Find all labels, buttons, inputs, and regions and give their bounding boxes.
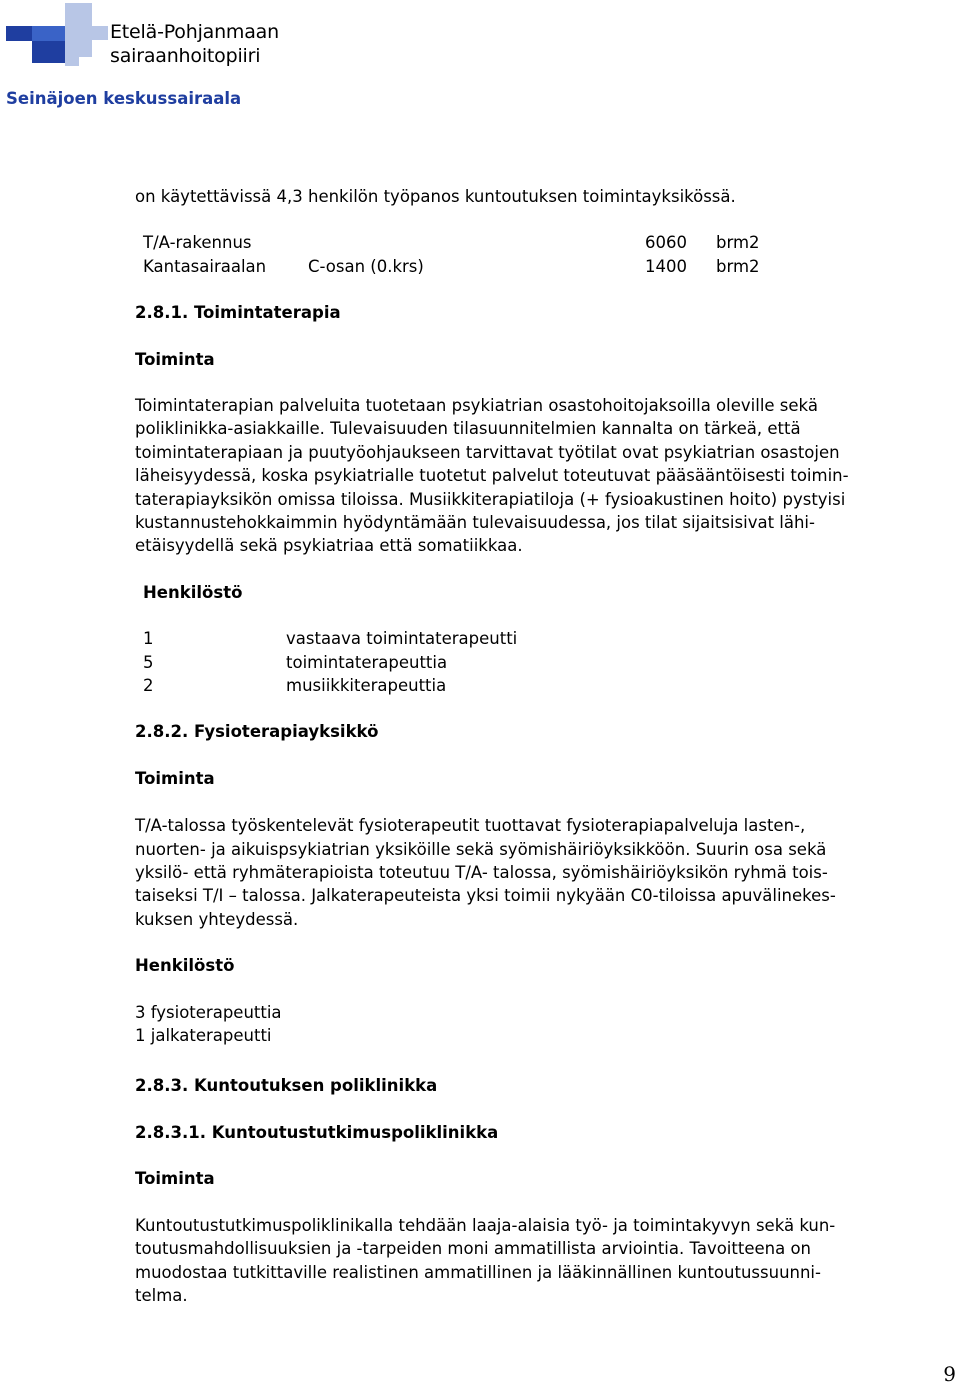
- area-unit: brm2: [716, 233, 760, 253]
- subheading-henkilosto: Henkilöstö: [143, 582, 243, 602]
- subheading-toiminta: Toiminta: [135, 1169, 215, 1189]
- area-name: Kantasairaalan: [143, 256, 267, 276]
- paragraph-line: yksilö- että ryhmäterapioista toteutuu T/A- talossa, syömishäiriöyksikön ryhmä tois-: [135, 863, 828, 883]
- paragraph-line: taiseksi T/I – talossa. Jalkaterapeuteista yksi toimii nykyään C0-tiloissa apuvälinekes-: [135, 886, 836, 906]
- paragraph-line: muodostaa tutkittaville realistinen ammatillinen ja lääkinnällinen kuntoutussuunni-: [135, 1262, 821, 1282]
- paragraph-line: telma.: [135, 1285, 188, 1305]
- area-table: [135, 231, 955, 278]
- area-row: [135, 255, 955, 278]
- paragraph-kuntoutustutkimus: [135, 1214, 955, 1308]
- staff-row: [135, 674, 955, 697]
- page-number: 9: [943, 1362, 956, 1386]
- staff-role: musiikkiterapeuttia: [286, 676, 447, 696]
- org-name-line2: sairaanhoitopiiri: [110, 45, 261, 67]
- paragraph-line: etäisyydellä sekä psykiatriaa että somatiikkaa.: [135, 536, 523, 556]
- paragraph-fysioterapia: [135, 814, 955, 931]
- staff-line: 1 jalkaterapeutti: [135, 1026, 272, 1046]
- staff-count: 2: [143, 676, 154, 696]
- staff-role: vastaava toimintaterapeutti: [286, 629, 518, 649]
- paragraph-line: taterapiayksikön omissa tiloissa. Musiikkiterapiatiloja (+ fysioakustinen hoito) pystyisi: [135, 489, 846, 509]
- paragraph-line: toimintaterapiaan ja puutyöohjaukseen tarvittavat työtilat ovat psykiatrian osastojen: [135, 442, 840, 462]
- paragraph-line: läheisyydessä, koska psykiatrialle tuotetut palvelut toteutuvat pääsääntöisesti toimin-: [135, 466, 849, 486]
- paragraph-line: poliklinikka-asiakkaille. Tulevaisuuden tilasuunnitelmien kannalta on tärkeä, että: [135, 419, 801, 439]
- staff-row: [135, 651, 955, 674]
- area-row: [135, 231, 955, 254]
- cross-logo-icon: [0, 0, 110, 72]
- subheading-toiminta: Toiminta: [135, 349, 215, 369]
- staff-role: toimintaterapeuttia: [286, 652, 448, 672]
- paragraph-line: kustannustehokkaimmin hyödyntämään tulevaisuudessa, jos tilat sijaitsisivat lähi-: [135, 513, 815, 533]
- paragraph-line: Toimintaterapian palveluita tuotetaan psykiatrian osastohoitojaksoilla oleville sekä: [135, 396, 818, 415]
- organization-logo: [0, 0, 330, 80]
- paragraph-line: Kuntoutustutkimuspoliklinikalla tehdään laaja-alaisia työ- ja toimintakyvyn sekä kun-: [135, 1215, 836, 1235]
- staff-list: [135, 627, 955, 697]
- subheading-toiminta: Toiminta: [135, 768, 215, 788]
- paragraph-line: T/A-talossa työskentelevät fysioterapeutit tuottavat fysioterapiapalveluja lasten-,: [135, 816, 806, 836]
- area-name: T/A-rakennus: [143, 233, 252, 253]
- area-name-detail: C-osan (0.krs): [308, 256, 424, 276]
- area-unit: brm2: [716, 256, 760, 276]
- area-value: 1400: [645, 256, 687, 276]
- area-value: 6060: [645, 233, 687, 253]
- section-heading-2-8-2: 2.8.2. Fysioterapiayksikkö: [135, 722, 379, 742]
- subheading-henkilosto: Henkilöstö: [135, 956, 235, 976]
- staff-line: 3 fysioterapeuttia: [135, 1002, 282, 1022]
- paragraph-line: toutusmahdollisuuksien ja -tarpeiden moni ammatillista arviointia. Tavoitteena on: [135, 1239, 812, 1259]
- paragraph-toimintaterapia: [135, 394, 955, 558]
- intro-text: on käytettävissä 4,3 henkilön työpanos kuntoutuksen toimintayksikössä.: [135, 187, 736, 206]
- paragraph-line: kuksen yhteydessä.: [135, 909, 299, 929]
- org-name-line1: Etelä-Pohjanmaan: [110, 21, 279, 43]
- staff-count: 1: [143, 629, 154, 649]
- document-body: [135, 185, 955, 1307]
- section-heading-2-8-3-1: 2.8.3.1. Kuntoutustutkimuspoliklinikka: [135, 1122, 499, 1142]
- paragraph-line: nuorten- ja aikuispsykiatrian yksiköille sekä syömishäiriöyksikköön. Suurin osa sekä: [135, 839, 827, 859]
- section-heading-2-8-3: 2.8.3. Kuntoutuksen poliklinikka: [135, 1076, 438, 1096]
- staff-row: [135, 627, 955, 650]
- staff-count: 5: [143, 652, 154, 672]
- hospital-name: Seinäjoen keskussairaala: [6, 89, 242, 108]
- section-heading-2-8-1: 2.8.1. Toimintaterapia: [135, 303, 341, 323]
